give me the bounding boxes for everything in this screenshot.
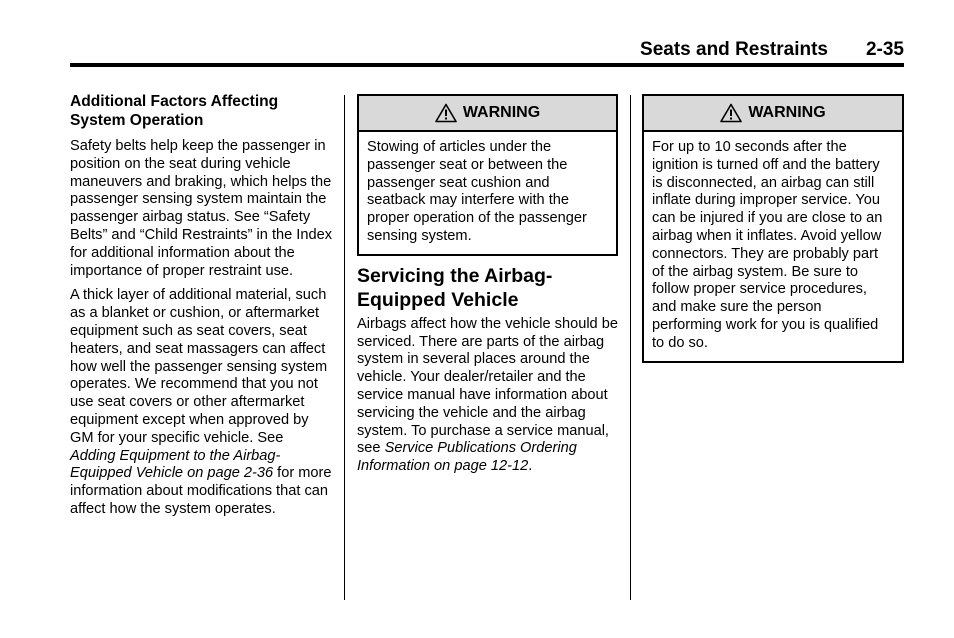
column-divider-left xyxy=(344,95,345,600)
column-3 xyxy=(642,94,904,363)
paragraph-safety-belts: Safety belts help keep the passenger in position on the seat during vehicle maneuvers and braking, which helps the passenger sensing system maintain the passenger airbag status. See “Safety Belts” and “Child Restraints” in the Index for additional information about the importance of proper restraint use. xyxy=(70,138,332,279)
paragraph-additional-material xyxy=(70,287,332,518)
warning-box-inflation xyxy=(642,94,904,363)
warning-text: Stowing of articles under the passenger seat or between the passenger seat cushion and seatback may interfere with the proper operation of the passenger sensing system. xyxy=(367,139,587,244)
paragraph-servicing xyxy=(357,316,618,476)
section-title: Seats and Restraints xyxy=(640,39,828,60)
warning-triangle-icon xyxy=(435,103,457,123)
page-number: 2-35 xyxy=(865,39,904,60)
column-divider-right xyxy=(630,95,631,600)
header-rule xyxy=(70,63,904,67)
warning-label: WARNING xyxy=(748,104,826,121)
warning-body xyxy=(644,132,902,361)
paragraph-text-end: . xyxy=(528,458,533,475)
paragraph-text-start: Airbags affect how the vehicle should be serviced. There are parts of the airbag system in several places around the vehicle. Your dealer/retailer and the service manual have information about servicing the vehicle and the airbag system. To purchase a service manual, see xyxy=(357,315,618,457)
warning-header xyxy=(359,96,616,132)
column-2 xyxy=(357,94,618,476)
cross-reference-link[interactable]: Service Publications Ordering Information on page 12-12 xyxy=(357,440,577,475)
column-1 xyxy=(70,92,332,519)
paragraph-text-end: for more information about modifications that can affect how the system operates. xyxy=(70,465,332,517)
warning-header xyxy=(644,96,902,132)
warning-body xyxy=(359,132,616,254)
cross-reference-link[interactable]: Adding Equipment to the Airbag-Equipped Vehicle on page 2-36 xyxy=(70,447,281,482)
warning-triangle-icon xyxy=(720,103,742,123)
subsection-heading: Additional Factors Affecting System Operation xyxy=(70,93,279,129)
paragraph-text-start: A thick layer of additional material, such as a blanket or cushion, or aftermarket equipment such as seat covers, seat heaters, and seat massagers can affect how well the passenger sensing system operates. We recommend that you not use seat covers or other aftermarket equipment except when approved by GM for your specific vehicle. See xyxy=(70,287,328,446)
warning-box-stowing xyxy=(357,94,618,256)
warning-text: For up to 10 seconds after the ignition is turned off and the battery is disconnected, an airbag can still inflate during improper service. You can be injured if you are close to an airbag when it inflates. Avoid yellow connectors. They are probably part of the airbag system. Be sure to follow proper service procedures, and make sure the person performing work for you is qualified to do so. xyxy=(652,139,883,351)
warning-label: WARNING xyxy=(462,104,541,121)
page-header xyxy=(70,38,904,64)
section-heading: Servicing the Airbag-Equipped Vehicle xyxy=(357,264,553,311)
